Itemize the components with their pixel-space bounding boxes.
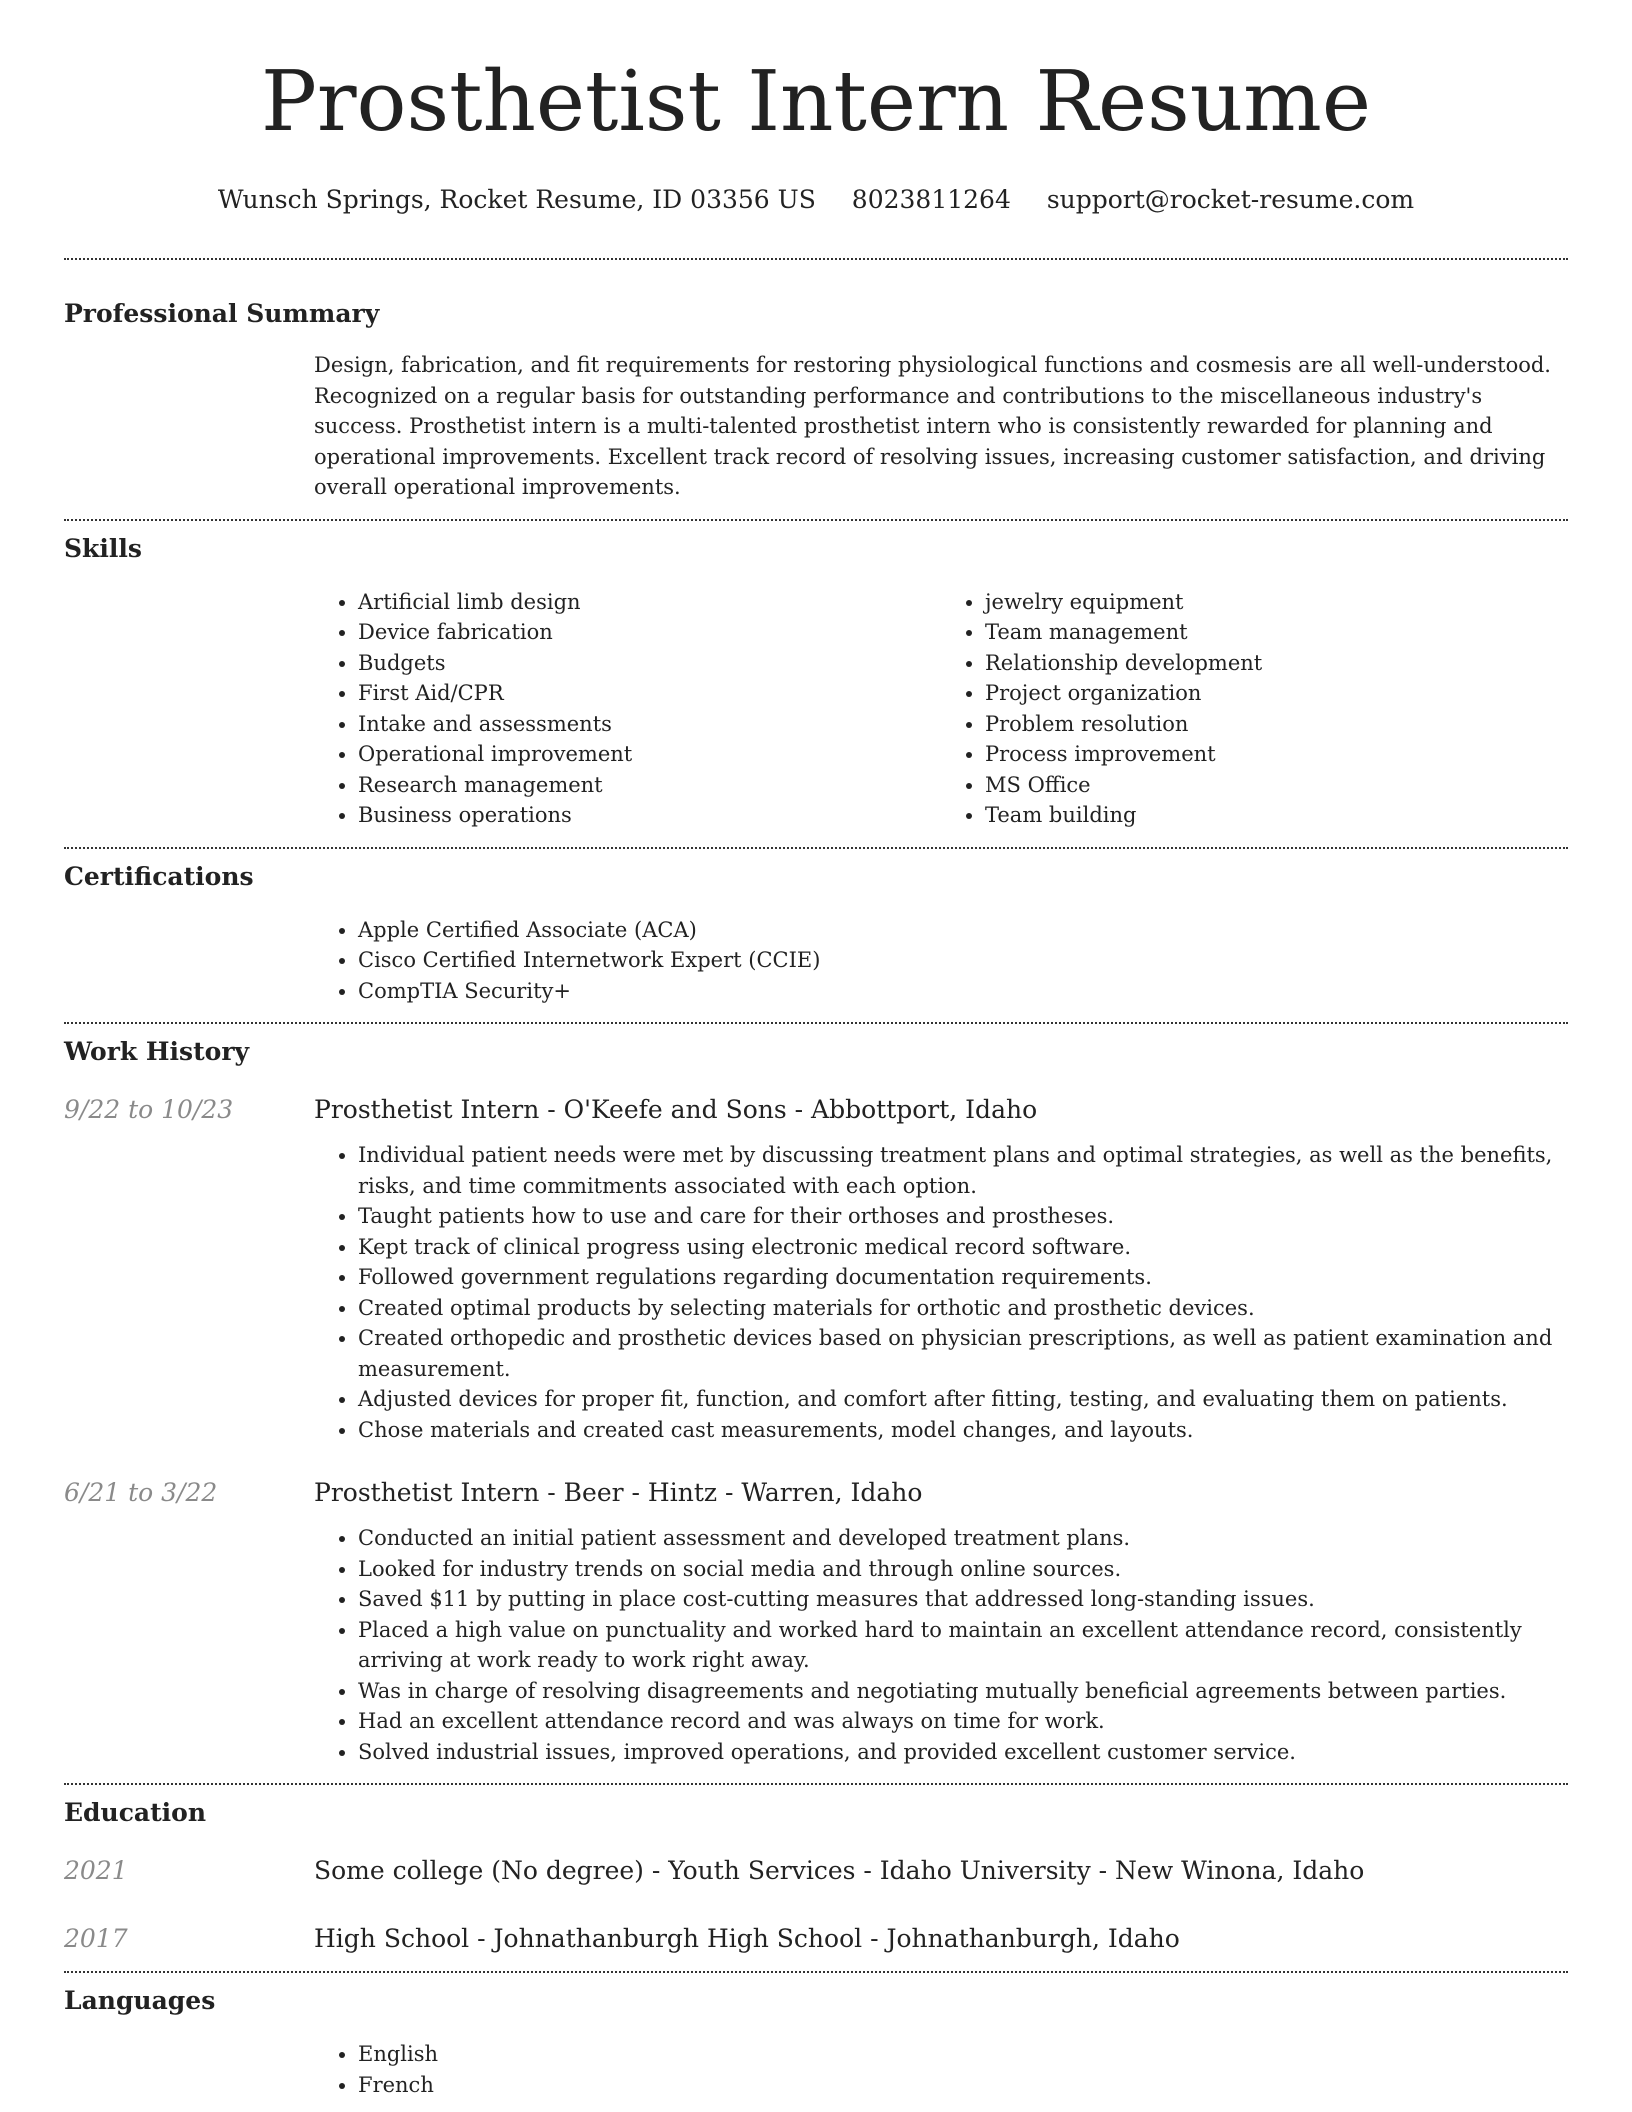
skill-item: • Intake and assessments bbox=[358, 709, 941, 740]
skill-item: • Operational improvement bbox=[358, 739, 941, 770]
education-title: Some college (No degree) - Youth Services - Idaho University - New Winona, Idaho bbox=[314, 1856, 1365, 1885]
job-dates: 9/22 to 10/23 bbox=[64, 1095, 234, 1124]
job-bullet: • Had an excellent attendance record and was always on time for work. bbox=[358, 1706, 1568, 1737]
job-entry bbox=[64, 1477, 1568, 1767]
job-bullet: • Kept track of clinical progress using electronic medical record software. bbox=[358, 1232, 1568, 1263]
summary-text: Design, fabrication, and fit requirements for restoring physiological functions and cosmesis are all well-understood. Recognized on a regular basis for outstanding performance and contributions to the miscellaneous industry's success. Prosthetist intern is a multi-talented prosthetist intern who is consistently rewarded for planning and operational improvements. Excellent track record of resolving issues, increasing customer satisfaction, and driving overall operational improvements. bbox=[314, 353, 1551, 499]
summary-section bbox=[64, 298, 1568, 503]
skill-item: • jewelry equipment bbox=[985, 587, 1568, 618]
job-bullet: • Chose materials and created cast measurements, model changes, and layouts. bbox=[358, 1415, 1568, 1446]
summary-body bbox=[314, 350, 1568, 503]
skill-item: • Relationship development bbox=[985, 648, 1568, 679]
skill-item: • Problem resolution bbox=[985, 709, 1568, 740]
certifications-body bbox=[314, 915, 1568, 1007]
skill-item: • Budgets bbox=[358, 648, 941, 679]
contact-line bbox=[0, 184, 1632, 216]
education-year: 2021 bbox=[64, 1856, 128, 1885]
education-section bbox=[64, 1797, 1568, 1955]
job-bullet: • Adjusted devices for proper fit, function, and comfort after fitting, testing, and evaluating them on patients. bbox=[358, 1384, 1568, 1415]
skills-list-left bbox=[314, 587, 941, 831]
language-item: • French bbox=[358, 2070, 1568, 2101]
job-bullet: • Was in charge of resolving disagreements and negotiating mutually beneficial agreements between parties. bbox=[358, 1676, 1568, 1707]
certification-item: • Apple Certified Associate (ACA) bbox=[358, 915, 1568, 946]
job-bullets bbox=[314, 1140, 1568, 1445]
skill-item: • Device fabrication bbox=[358, 617, 941, 648]
job-title: Prosthetist Intern - O'Keefe and Sons - Abbottport, Idaho bbox=[314, 1095, 1038, 1124]
section-divider bbox=[64, 1022, 1568, 1024]
skill-item: • Team management bbox=[985, 617, 1568, 648]
contact-phone: 8023811264 bbox=[851, 185, 1011, 214]
education-year: 2017 bbox=[64, 1924, 128, 1953]
section-divider bbox=[64, 847, 1568, 849]
skills-list-right bbox=[941, 587, 1568, 831]
languages-section bbox=[64, 1985, 1568, 2100]
job-bullet: • Created optimal products by selecting materials for orthotic and prosthetic devices. bbox=[358, 1293, 1568, 1324]
certifications-heading: Certifications bbox=[64, 861, 254, 891]
languages-list bbox=[314, 2039, 1568, 2100]
job-bullet: • Solved industrial issues, improved operations, and provided excellent customer service. bbox=[358, 1737, 1568, 1768]
section-divider bbox=[64, 1783, 1568, 1785]
job-bullet: • Saved $11 by putting in place cost-cutting measures that addressed long-standing issues. bbox=[358, 1584, 1568, 1615]
education-heading: Education bbox=[64, 1798, 207, 1827]
job-bullet: • Taught patients how to use and care for their orthoses and prostheses. bbox=[358, 1201, 1568, 1232]
certification-item: • Cisco Certified Internetwork Expert (CCIE) bbox=[358, 945, 1568, 976]
job-dates: 6/21 to 3/22 bbox=[64, 1478, 218, 1507]
section-divider bbox=[64, 258, 1568, 260]
languages-body bbox=[314, 2039, 1568, 2100]
education-entry bbox=[64, 1855, 1568, 1887]
languages-heading: Languages bbox=[64, 1986, 216, 2015]
skill-item: • Team building bbox=[985, 800, 1568, 831]
contact-email: support@rocket-resume.com bbox=[1046, 185, 1415, 214]
job-bullets bbox=[314, 1523, 1568, 1767]
section-divider bbox=[64, 1971, 1568, 1973]
contact-address: Wunsch Springs, Rocket Resume, ID 03356 US bbox=[217, 185, 816, 214]
job-bullet: • Placed a high value on punctuality and worked hard to maintain an excellent attendance record, consistently arriving at work ready to work right away. bbox=[358, 1615, 1568, 1676]
skill-item: • Artificial limb design bbox=[358, 587, 941, 618]
certification-item: • CompTIA Security+ bbox=[358, 976, 1568, 1007]
certifications-list bbox=[314, 915, 1568, 1007]
skill-item: • Business operations bbox=[358, 800, 941, 831]
certifications-section bbox=[64, 861, 1568, 1007]
job-bullet: • Individual patient needs were met by discussing treatment plans and optimal strategies, as well as the benefits, risks, and time commitments associated with each option. bbox=[358, 1140, 1568, 1201]
skills-columns bbox=[314, 587, 1568, 831]
job-title: Prosthetist Intern - Beer - Hintz - Warren, Idaho bbox=[314, 1478, 923, 1507]
summary-heading: Professional Summary bbox=[64, 299, 380, 328]
skill-item: • MS Office bbox=[985, 770, 1568, 801]
language-item: • English bbox=[358, 2039, 1568, 2070]
resume-title: Prosthetist Intern Resume bbox=[261, 53, 1371, 150]
job-bullet: • Conducted an initial patient assessment and developed treatment plans. bbox=[358, 1523, 1568, 1554]
education-title: High School - Johnathanburgh High School - Johnathanburgh, Idaho bbox=[314, 1924, 1180, 1953]
education-entry bbox=[64, 1923, 1568, 1955]
job-bullet: • Looked for industry trends on social media and through online sources. bbox=[358, 1554, 1568, 1585]
job-entry bbox=[64, 1094, 1568, 1445]
skill-item: • Research management bbox=[358, 770, 941, 801]
work-section bbox=[64, 1036, 1568, 1767]
skills-heading: Skills bbox=[64, 533, 142, 563]
skill-item: • First Aid/CPR bbox=[358, 678, 941, 709]
section-divider bbox=[64, 519, 1568, 521]
job-body bbox=[314, 1477, 1568, 1767]
job-body bbox=[314, 1094, 1568, 1445]
job-bullet: • Followed government regulations regarding documentation requirements. bbox=[358, 1262, 1568, 1293]
skill-item: • Project organization bbox=[985, 678, 1568, 709]
work-heading: Work History bbox=[64, 1037, 250, 1066]
skills-section bbox=[64, 533, 1568, 831]
job-bullet: • Created orthopedic and prosthetic devices based on physician prescriptions, as well as patient examination and measurement. bbox=[358, 1323, 1568, 1384]
skill-item: • Process improvement bbox=[985, 739, 1568, 770]
